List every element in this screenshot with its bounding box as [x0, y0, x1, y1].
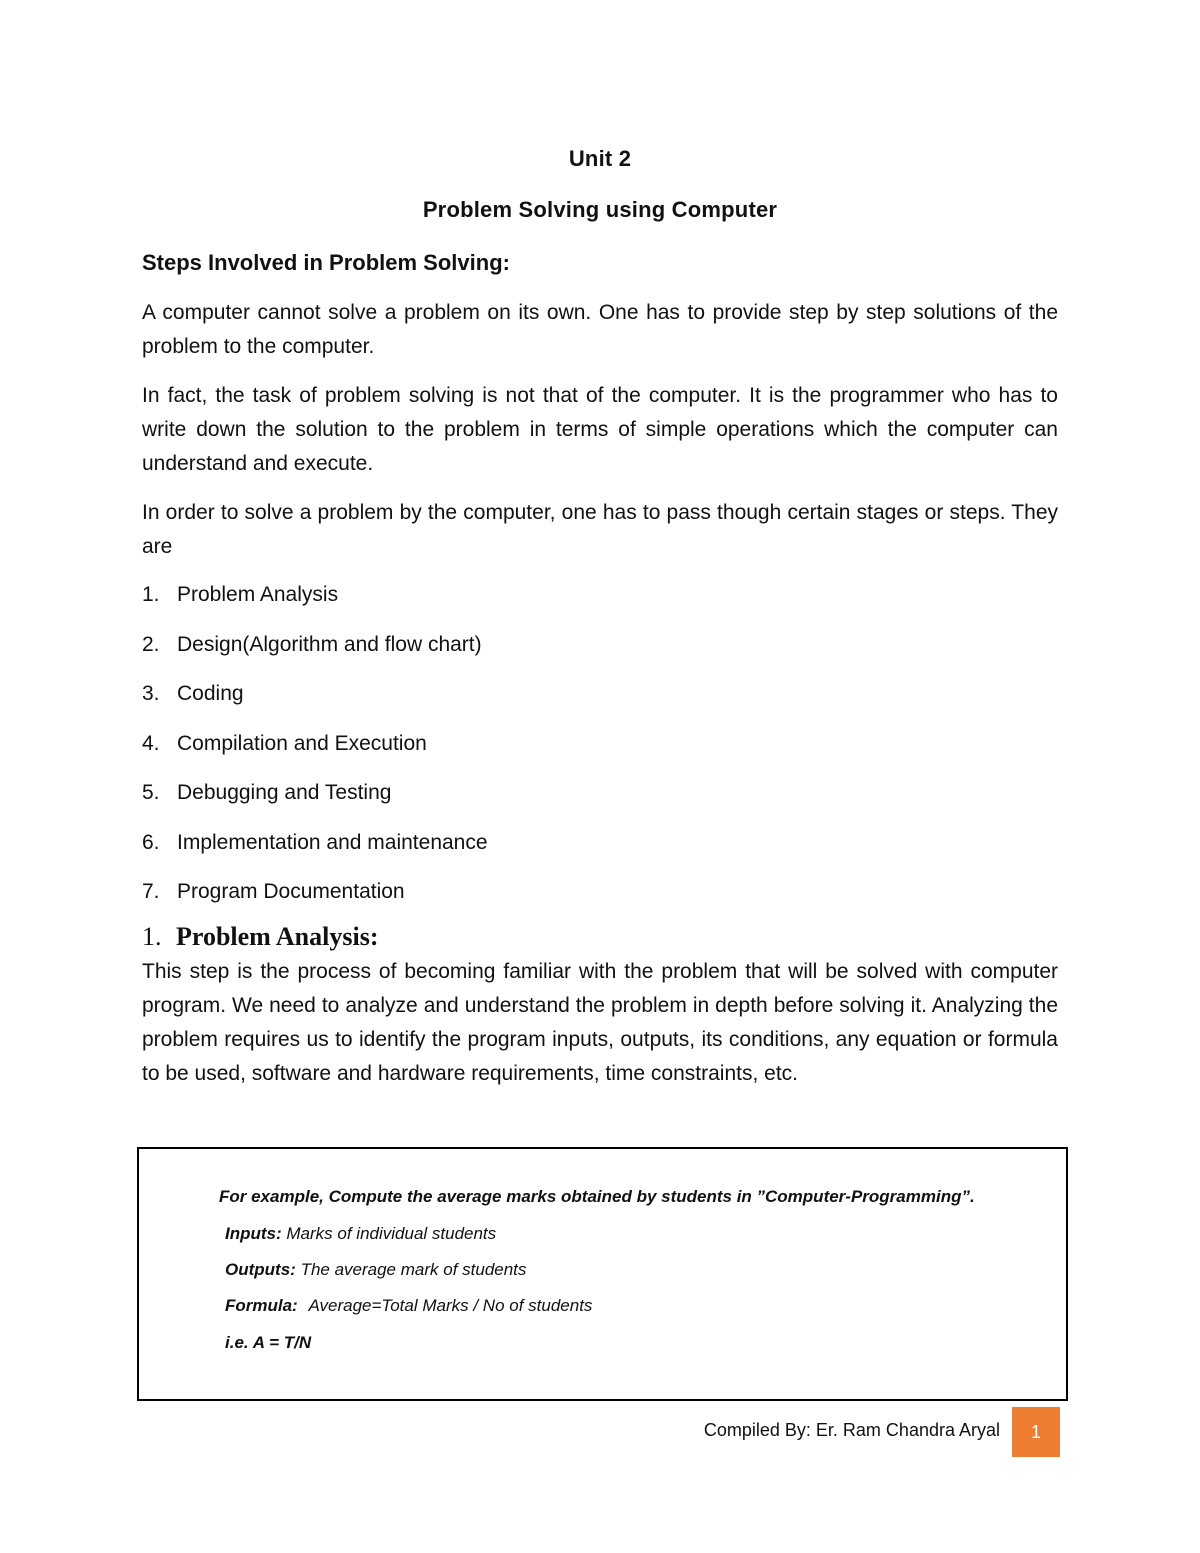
section-number: 1. [142, 922, 162, 951]
example-box [137, 1147, 1068, 1401]
steps-list [142, 578, 488, 925]
example-ie: i.e. A = T/N [225, 1333, 312, 1352]
list-item-label: Coding [177, 682, 244, 705]
paragraph-intro: A computer cannot solve a problem on its own. One has to provide step by step solutions of the problem to the computer. [142, 301, 1058, 358]
section-title: Problem Analysis: [176, 922, 379, 951]
section-heading-problem-analysis [142, 922, 378, 952]
list-item-number: 2. [142, 632, 160, 656]
list-item-label: Problem Analysis [177, 583, 339, 606]
list-item-number: 3. [142, 682, 160, 705]
inputs-label: Inputs: [225, 1224, 282, 1243]
paragraph-stages: In order to solve a problem by the computer, one has to pass though certain stages or steps. They are [142, 501, 1058, 558]
example-outputs [225, 1260, 526, 1280]
list-item-number: 4. [142, 731, 160, 755]
list-item-number: 1. [142, 583, 160, 606]
formula-value: Average=Total Marks / No of students [308, 1296, 593, 1315]
list-item [142, 776, 488, 826]
formula-label: Formula: [225, 1296, 298, 1315]
outputs-label: Outputs: [225, 1260, 296, 1279]
steps-heading: Steps Involved in Problem Solving: [142, 250, 510, 275]
list-item-label: Implementation and maintenance [177, 830, 488, 854]
page-title: Problem Solving using Computer [422, 197, 778, 222]
example-inputs [225, 1224, 496, 1244]
list-item [142, 727, 488, 777]
example-formula [225, 1296, 592, 1316]
list-item-number: 5. [142, 781, 160, 804]
section-body: This step is the process of becoming familiar with the problem that will be solved with computer program. We need to analyze and understand the problem in depth before solving it. Analyzing the problem requires us to identify the program inputs, outputs, its conditions, any equation or formula to be used, software and hardware requirements, time constraints, etc. [142, 960, 1058, 1085]
list-item [142, 578, 488, 628]
paragraph-task: In fact, the task of problem solving is not that of the computer. It is the programmer who has to write down the solution to the problem in terms of simple operations which the computer can understand and execute. [142, 384, 1058, 475]
footer-compiled-by: Compiled By: Er. Ram Chandra Aryal [703, 1420, 1000, 1440]
list-item-number: 6. [142, 830, 160, 854]
page-number-badge: 1 [1012, 1407, 1060, 1457]
inputs-value: Marks of individual students [286, 1224, 497, 1243]
list-item-label: Design(Algorithm and flow chart) [177, 632, 482, 656]
list-item-label: Debugging and Testing [177, 781, 392, 804]
list-item-label: Program Documentation [177, 880, 405, 903]
unit-title: Unit 2 [568, 146, 632, 171]
list-item [142, 677, 488, 727]
list-item [142, 875, 488, 925]
list-item-label: Compilation and Execution [177, 731, 427, 755]
list-item [142, 826, 488, 876]
list-item-number: 7. [142, 880, 160, 903]
outputs-value: The average mark of students [300, 1260, 527, 1279]
list-item [142, 628, 488, 678]
example-intro: For example, Compute the average marks obtained by students in ”Computer-Programming”. [219, 1187, 975, 1206]
